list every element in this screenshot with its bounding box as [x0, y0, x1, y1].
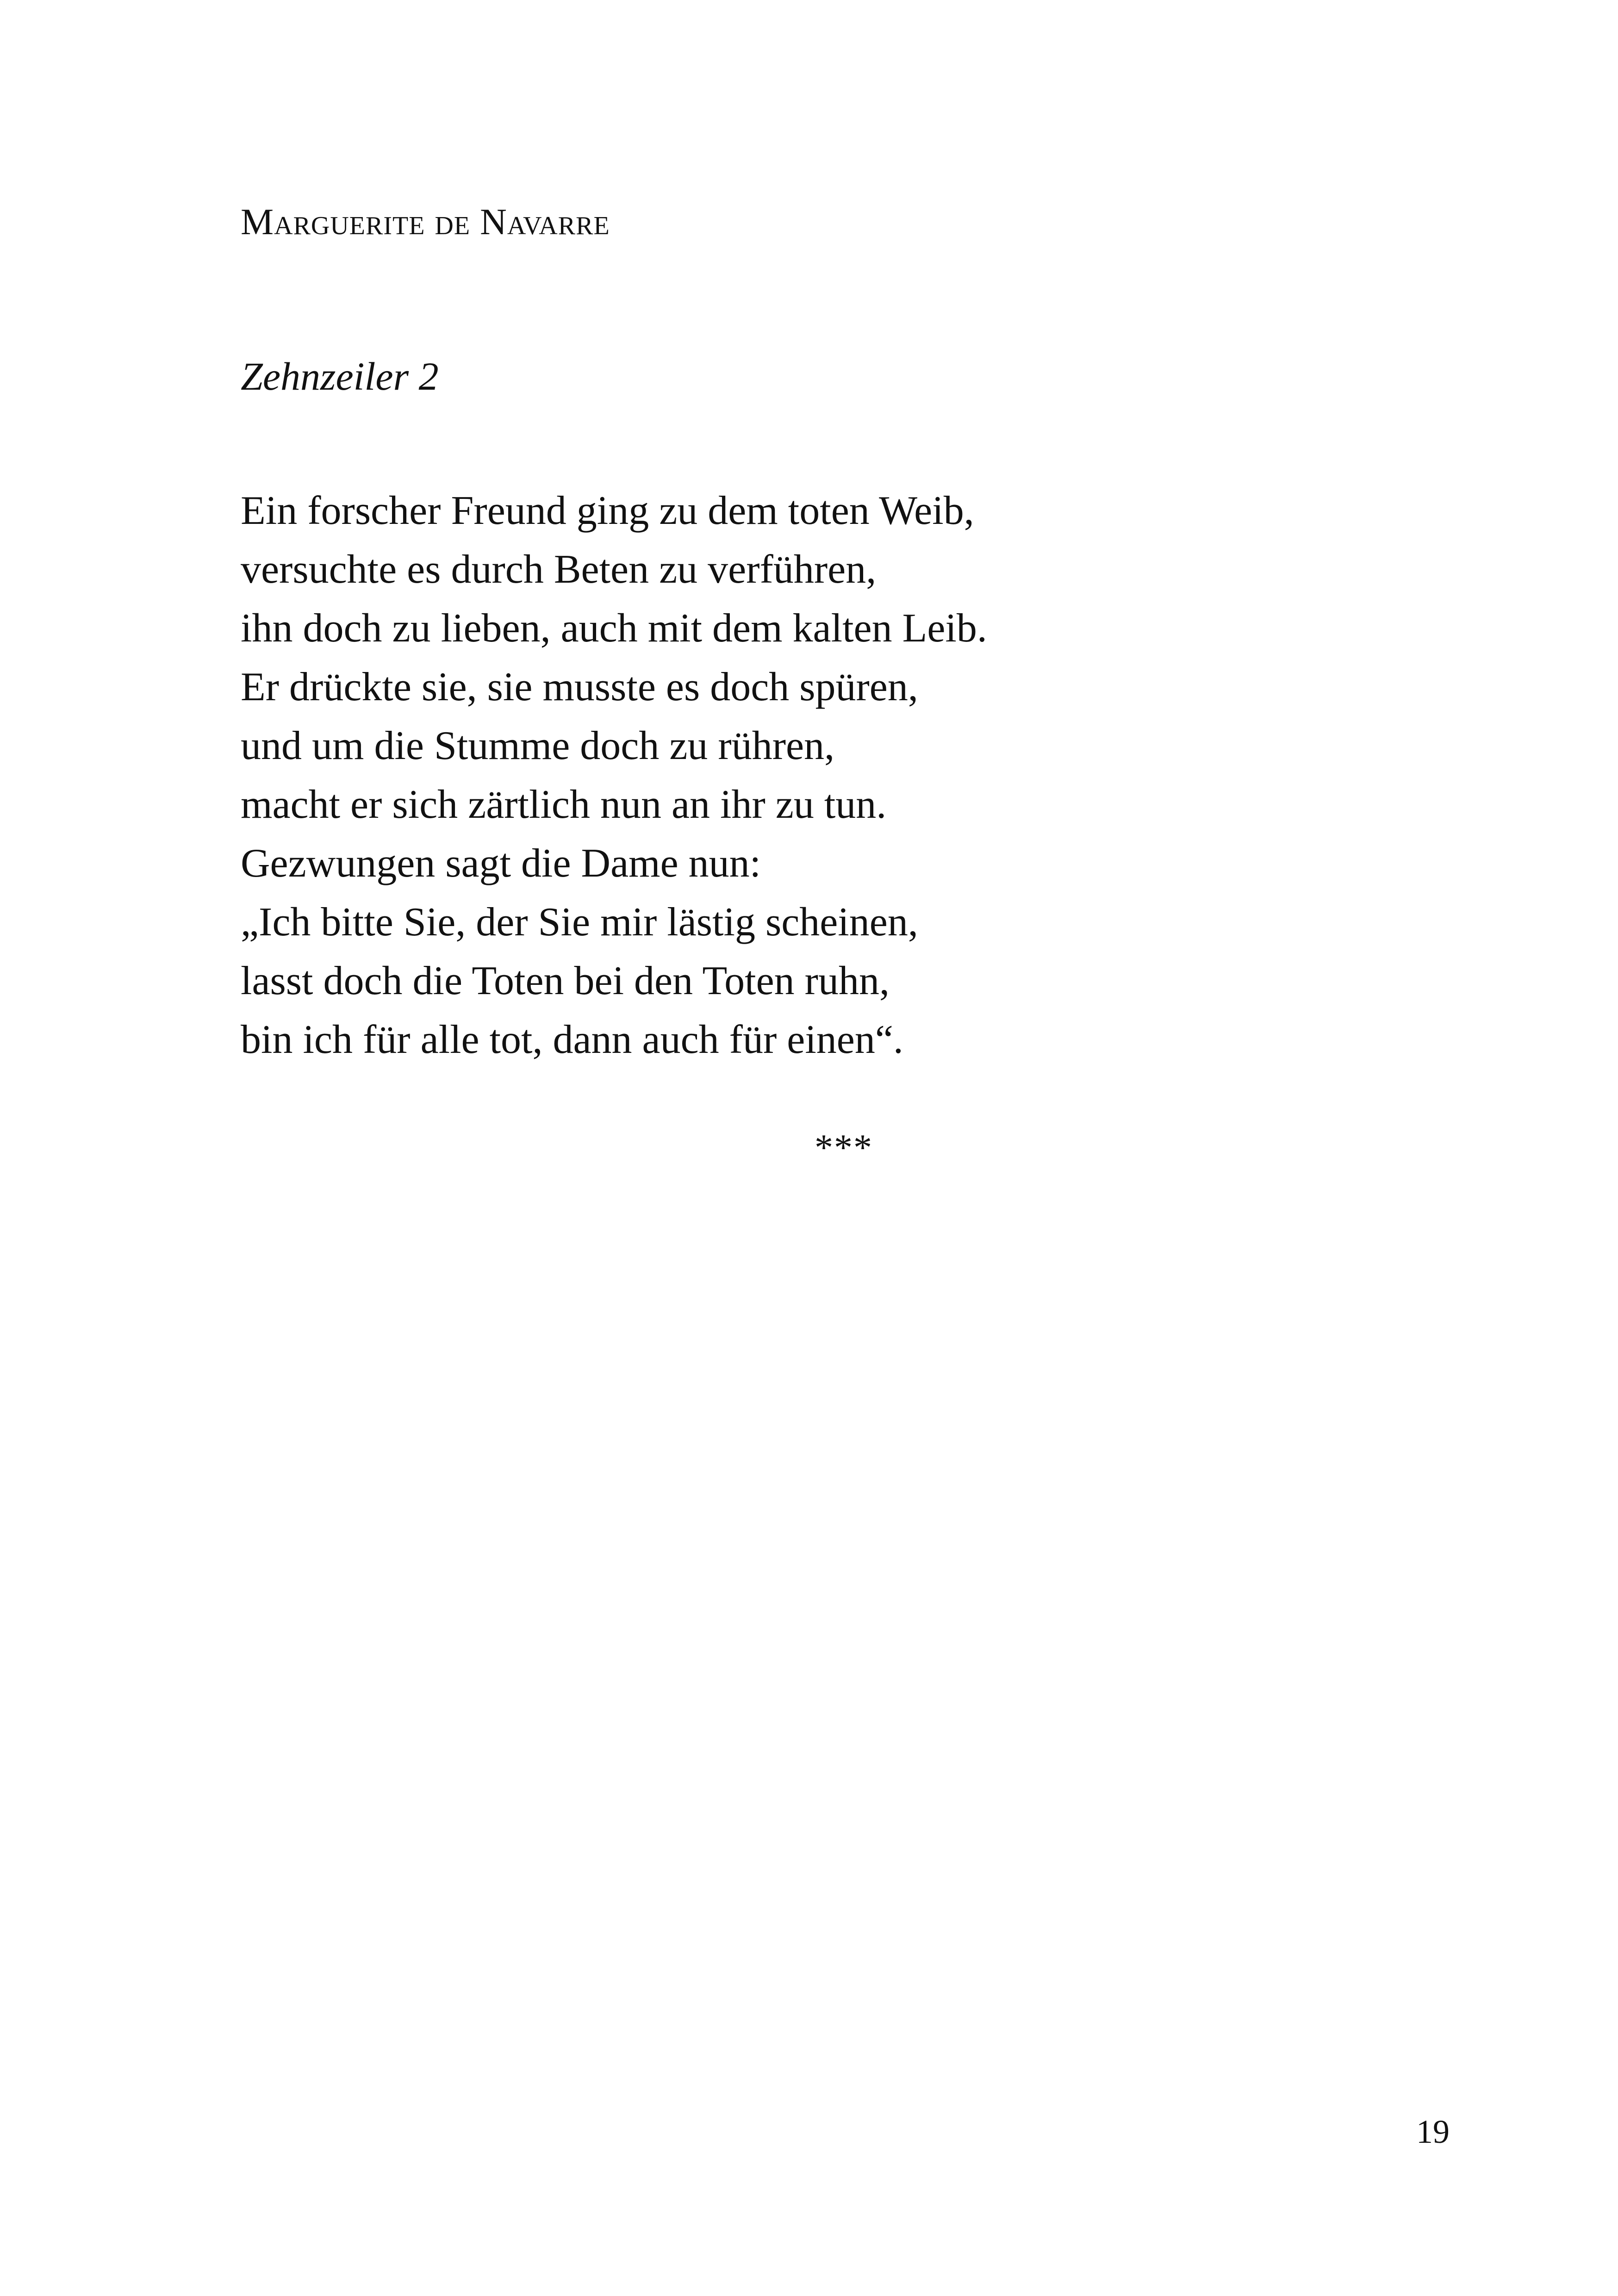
poem-line: Ein forscher Freund ging zu dem toten Weib, [241, 488, 974, 533]
poem-line: „Ich bitte Sie, der Sie mir lästig scheinen, [241, 900, 918, 945]
author-heading: Marguerite de Navarre [241, 202, 610, 243]
page-number: 19 [1416, 2113, 1450, 2150]
poem-title: Zehnzeiler 2 [241, 354, 439, 398]
poem-line: ihn doch zu lieben, auch mit dem kalten Leib. [241, 606, 987, 651]
poem-line: und um die Stumme doch zu rühren, [241, 723, 835, 768]
poem-body [241, 481, 987, 1069]
poem-line: versuchte es durch Beten zu verführen, [241, 547, 877, 592]
poem-line: lasst doch die Toten bei den Toten ruhn, [241, 958, 890, 1003]
poem-line: Gezwungen sagt die Dame nun: [241, 841, 761, 886]
poem-line: bin ich für alle tot, dann auch für einen“. [241, 1017, 903, 1062]
section-separator: *** [815, 1127, 873, 1168]
poem-line: macht er sich zärtlich nun an ihr zu tun. [241, 782, 887, 827]
poem-line: Er drückte sie, sie musste es doch spüren, [241, 665, 918, 709]
